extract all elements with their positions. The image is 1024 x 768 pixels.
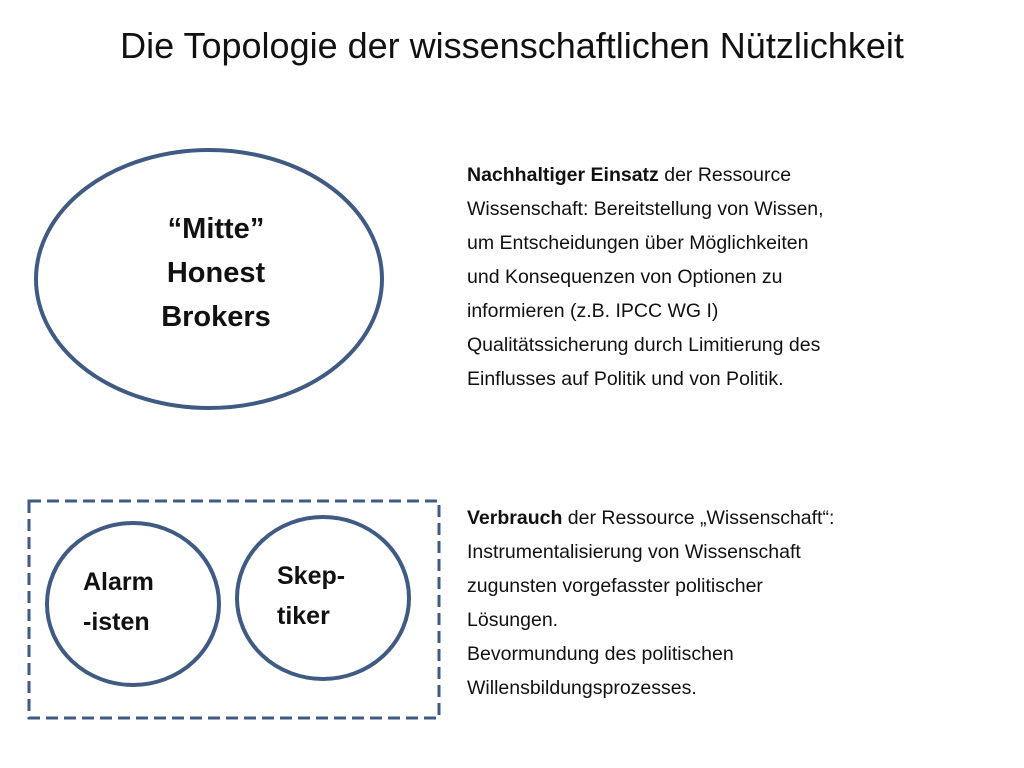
slide-title: Die Topologie der wissenschaftlichen Nützlichkeit	[120, 25, 904, 66]
mitte-label-line1: “Mitte”	[167, 213, 265, 245]
alarmisten-label-line2: -isten	[83, 608, 150, 636]
sustainable-use-line1	[467, 158, 967, 192]
sustainable-use-line1-rest: der Ressource	[658, 164, 792, 186]
sustainable-use-line5: informieren (z.B. IPCC WG I)	[467, 300, 719, 322]
consumption-line6: Willensbildungsprozesses.	[467, 677, 697, 699]
mitte-label-line2: Honest	[166, 257, 266, 289]
consumption-text	[467, 501, 967, 705]
skeptiker-label-line1: Skep-	[277, 562, 346, 590]
consumption-line5: Bevormundung des politischen	[467, 643, 734, 665]
alarmisten-label	[83, 562, 193, 642]
sustainable-use-line7: Einflusses auf Politik und von Politik.	[467, 368, 784, 390]
sustainable-use-line6: Qualitätssicherung durch Limitierung des	[467, 334, 821, 356]
sustainable-use-heading: Nachhaltiger Einsatz	[467, 164, 659, 186]
consumption-line4: Lösungen.	[467, 609, 559, 631]
sustainable-use-line3: um Entscheidungen über Möglichkeiten	[467, 232, 809, 254]
consumption-line3: zugunsten vorgefasster politischer	[467, 575, 763, 597]
consumption-line2: Instrumentalisierung von Wissenschaft	[467, 541, 801, 563]
mitte-label	[86, 207, 346, 339]
consumption-line1-rest: der Ressource „Wissenschaft“:	[562, 507, 835, 529]
alarmisten-label-line1: Alarm	[83, 568, 154, 596]
consumption-line1	[467, 501, 967, 535]
mitte-label-line3: Brokers	[161, 301, 271, 333]
consumption-heading: Verbrauch	[467, 507, 563, 529]
skeptiker-label-line2: tiker	[277, 602, 330, 630]
sustainable-use-line2: Wissenschaft: Bereitstellung von Wissen,	[467, 198, 824, 220]
skeptiker-label	[277, 556, 387, 636]
sustainable-use-line4: und Konsequenzen von Optionen zu	[467, 266, 783, 288]
sustainable-use-text	[467, 158, 967, 396]
